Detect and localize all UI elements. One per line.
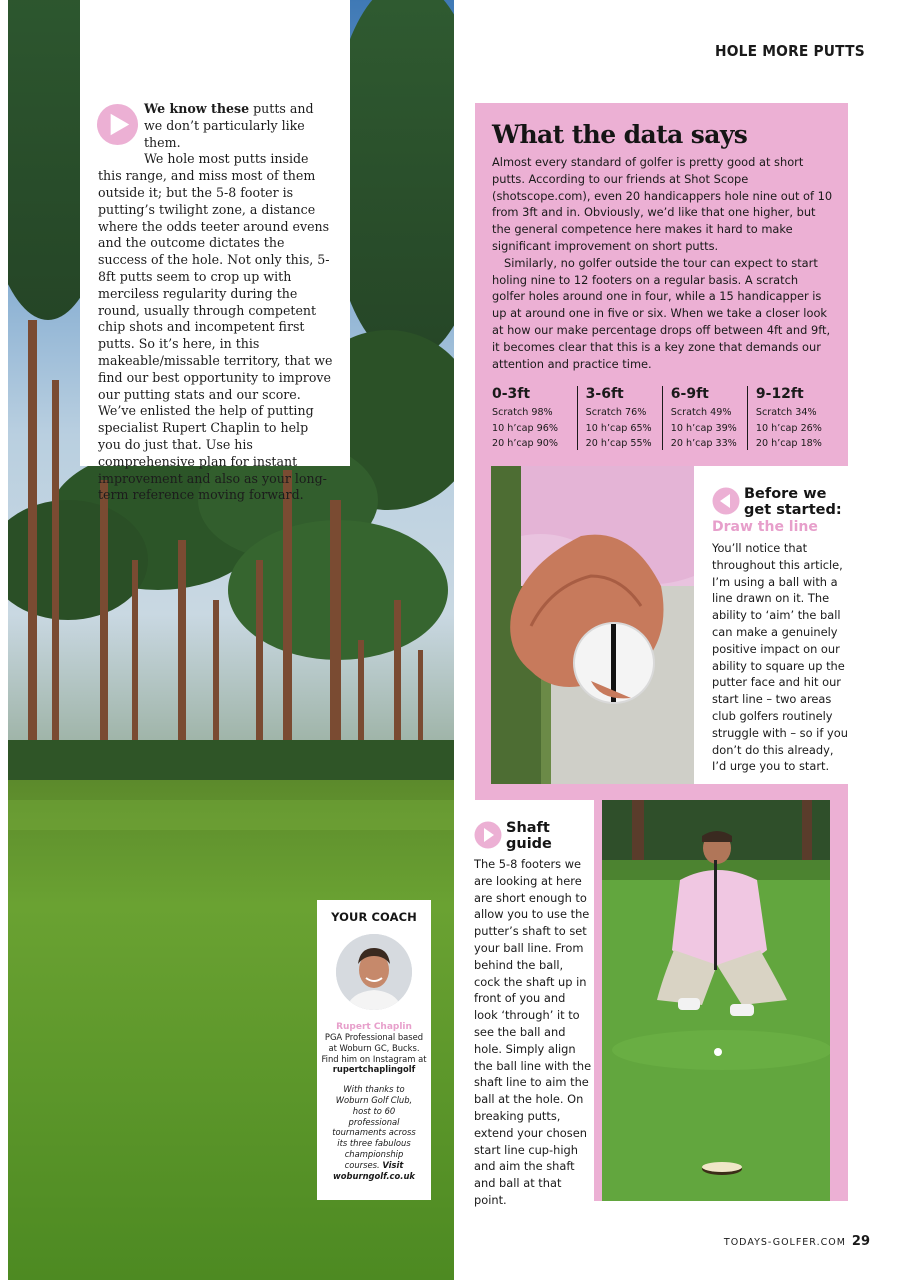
coach-card [317,900,431,1200]
pink-frame [475,466,491,800]
before-start-subtitle: Draw the line [712,519,818,535]
intro-text [98,101,334,504]
data-panel-body [492,154,834,372]
coach-thanks-text: With thanks to Woburn Golf Club, host to 60 professional tournaments across its three fabulous championship courses. [332,1084,416,1170]
stat-row: 10 h’cap 26% [755,422,822,434]
stat-row: Scratch 49% [670,407,732,418]
coach-description [317,1032,431,1075]
stat-column [492,386,577,450]
coach-name: Rupert Chaplin [336,1022,412,1032]
stat-row: Scratch 34% [755,407,817,418]
intro-card [80,0,350,503]
stat-column [662,386,747,450]
coach-avatar [336,934,412,1010]
stat-row: 20 h’cap 33% [670,438,737,449]
stat-row: 10 h’cap 65% [585,422,652,434]
stat-row: 20 h’cap 18% [755,438,822,449]
coach-visit-link[interactable]: Visit woburngolf.co.uk [333,1159,415,1181]
stat-row: 10 h’cap 96% [492,422,559,434]
coach-handle: rupertchaplingolf [332,1064,416,1075]
before-start-box [712,486,850,775]
intro-text-2: We hole most putts inside this range, and miss most of them outside it; but the 5-8 footer is putting’s twilight zone, a distance where the odds teeter around evens and the outcome dictates the success of the hole. Not only this, 5-8ft putts seem to crop up with merciless regularity during the round, usually through competent chip shots and incompetent first putts. So it’s here, in this makeable/missable territory, that we find our best opportunity to improve our putting stats and our score. We’ve enlisted the help of putting specialist Rupert Chaplin to help you do just that. Use his comprehensive plan for instant improvement and also as your long-term reference moving forward. [98,151,333,503]
stat-row: Scratch 98% [492,407,553,418]
shaft-guide-header [474,820,592,852]
stat-range: 6-9ft [670,386,709,402]
ball-with-line-photo [491,466,694,784]
data-panel-para-2: Similarly, no golfer outside the tour can expect to start holing nine to 12 footers on a regular basis. A scratch golfer holes around one in four, while a 15 handicapper is up at around one in five or six. When we take a closer look at how our make percentage drops off between 4ft and 9ft, it becomes clear that this is a key zone that demands our attention and practice time. [492,255,831,371]
before-start-header [712,486,850,518]
running-head: HOLE MORE PUTTS [715,42,865,60]
page-footer [724,1234,870,1249]
coach-thanks [317,1084,431,1181]
stat-column [747,386,832,450]
intro-lead: We know these [144,101,250,116]
page-number: 29 [851,1234,870,1249]
stat-row: 10 h’cap 39% [670,422,737,434]
stat-range: 9-12ft [755,386,804,402]
stat-column [577,386,662,450]
before-start-body: You’ll notice that throughout this article, I’m using a ball with a line drawn on it. The ability to ‘aim’ the ball can make a genuinely positive impact on our ability to square up the putter face and hit our start line – two areas club golfers routinely struggle with – so if you don’t do this already, I’d urge you to start. [712,541,848,774]
golfer-crouching-photo [602,800,830,1201]
data-panel-para-1: Almost every standard of golfer is pretty good at short putts. According to our friends at Shot Scope (shotscope.com), even 20 handicappers hole nine out of 10 from 3ft and in. Obviously, we’d like that one higher, but the general competence here makes it hard to make significant improvement on short putts. [492,155,833,253]
play-icon [96,103,139,146]
shaft-guide-box [474,820,592,1209]
play-icon [474,821,502,849]
stat-row: Scratch 76% [585,407,647,418]
stat-range: 3-6ft [585,386,624,402]
make-percentage-stats [492,386,832,450]
pink-frame [475,784,848,800]
stat-row: 20 h’cap 90% [492,438,559,449]
before-start-title: Before we get started: [744,486,842,518]
footer-site: TODAYS-GOLFER.COM [723,1237,846,1248]
stat-range: 0-3ft [492,386,531,402]
shaft-guide-title: Shaft guide [506,820,552,852]
back-arrow-icon [712,487,740,515]
coach-label: YOUR COACH [331,910,417,924]
shaft-guide-body: The 5-8 footers we are looking at here are short enough to allow you to use the putter’s shaft to set your ball line. From behind the ball, cock the shaft up in front of you and look ‘through’ it to see the ball and hole. Simply align the ball line with the shaft line to aim the ball at the hole. On breaking putts, extend your chosen start line cup-high and aim the shaft and ball at that point. [474,857,592,1207]
stat-row: 20 h’cap 55% [585,438,652,449]
intro-text-1: putts and we don’t particularly like them. [144,101,314,150]
data-panel [475,103,848,466]
data-panel-title: What the data says [492,120,748,149]
coach-desc-text: PGA Professional based at Woburn GC, Bucks. Find him on Instagram at [321,1032,427,1064]
